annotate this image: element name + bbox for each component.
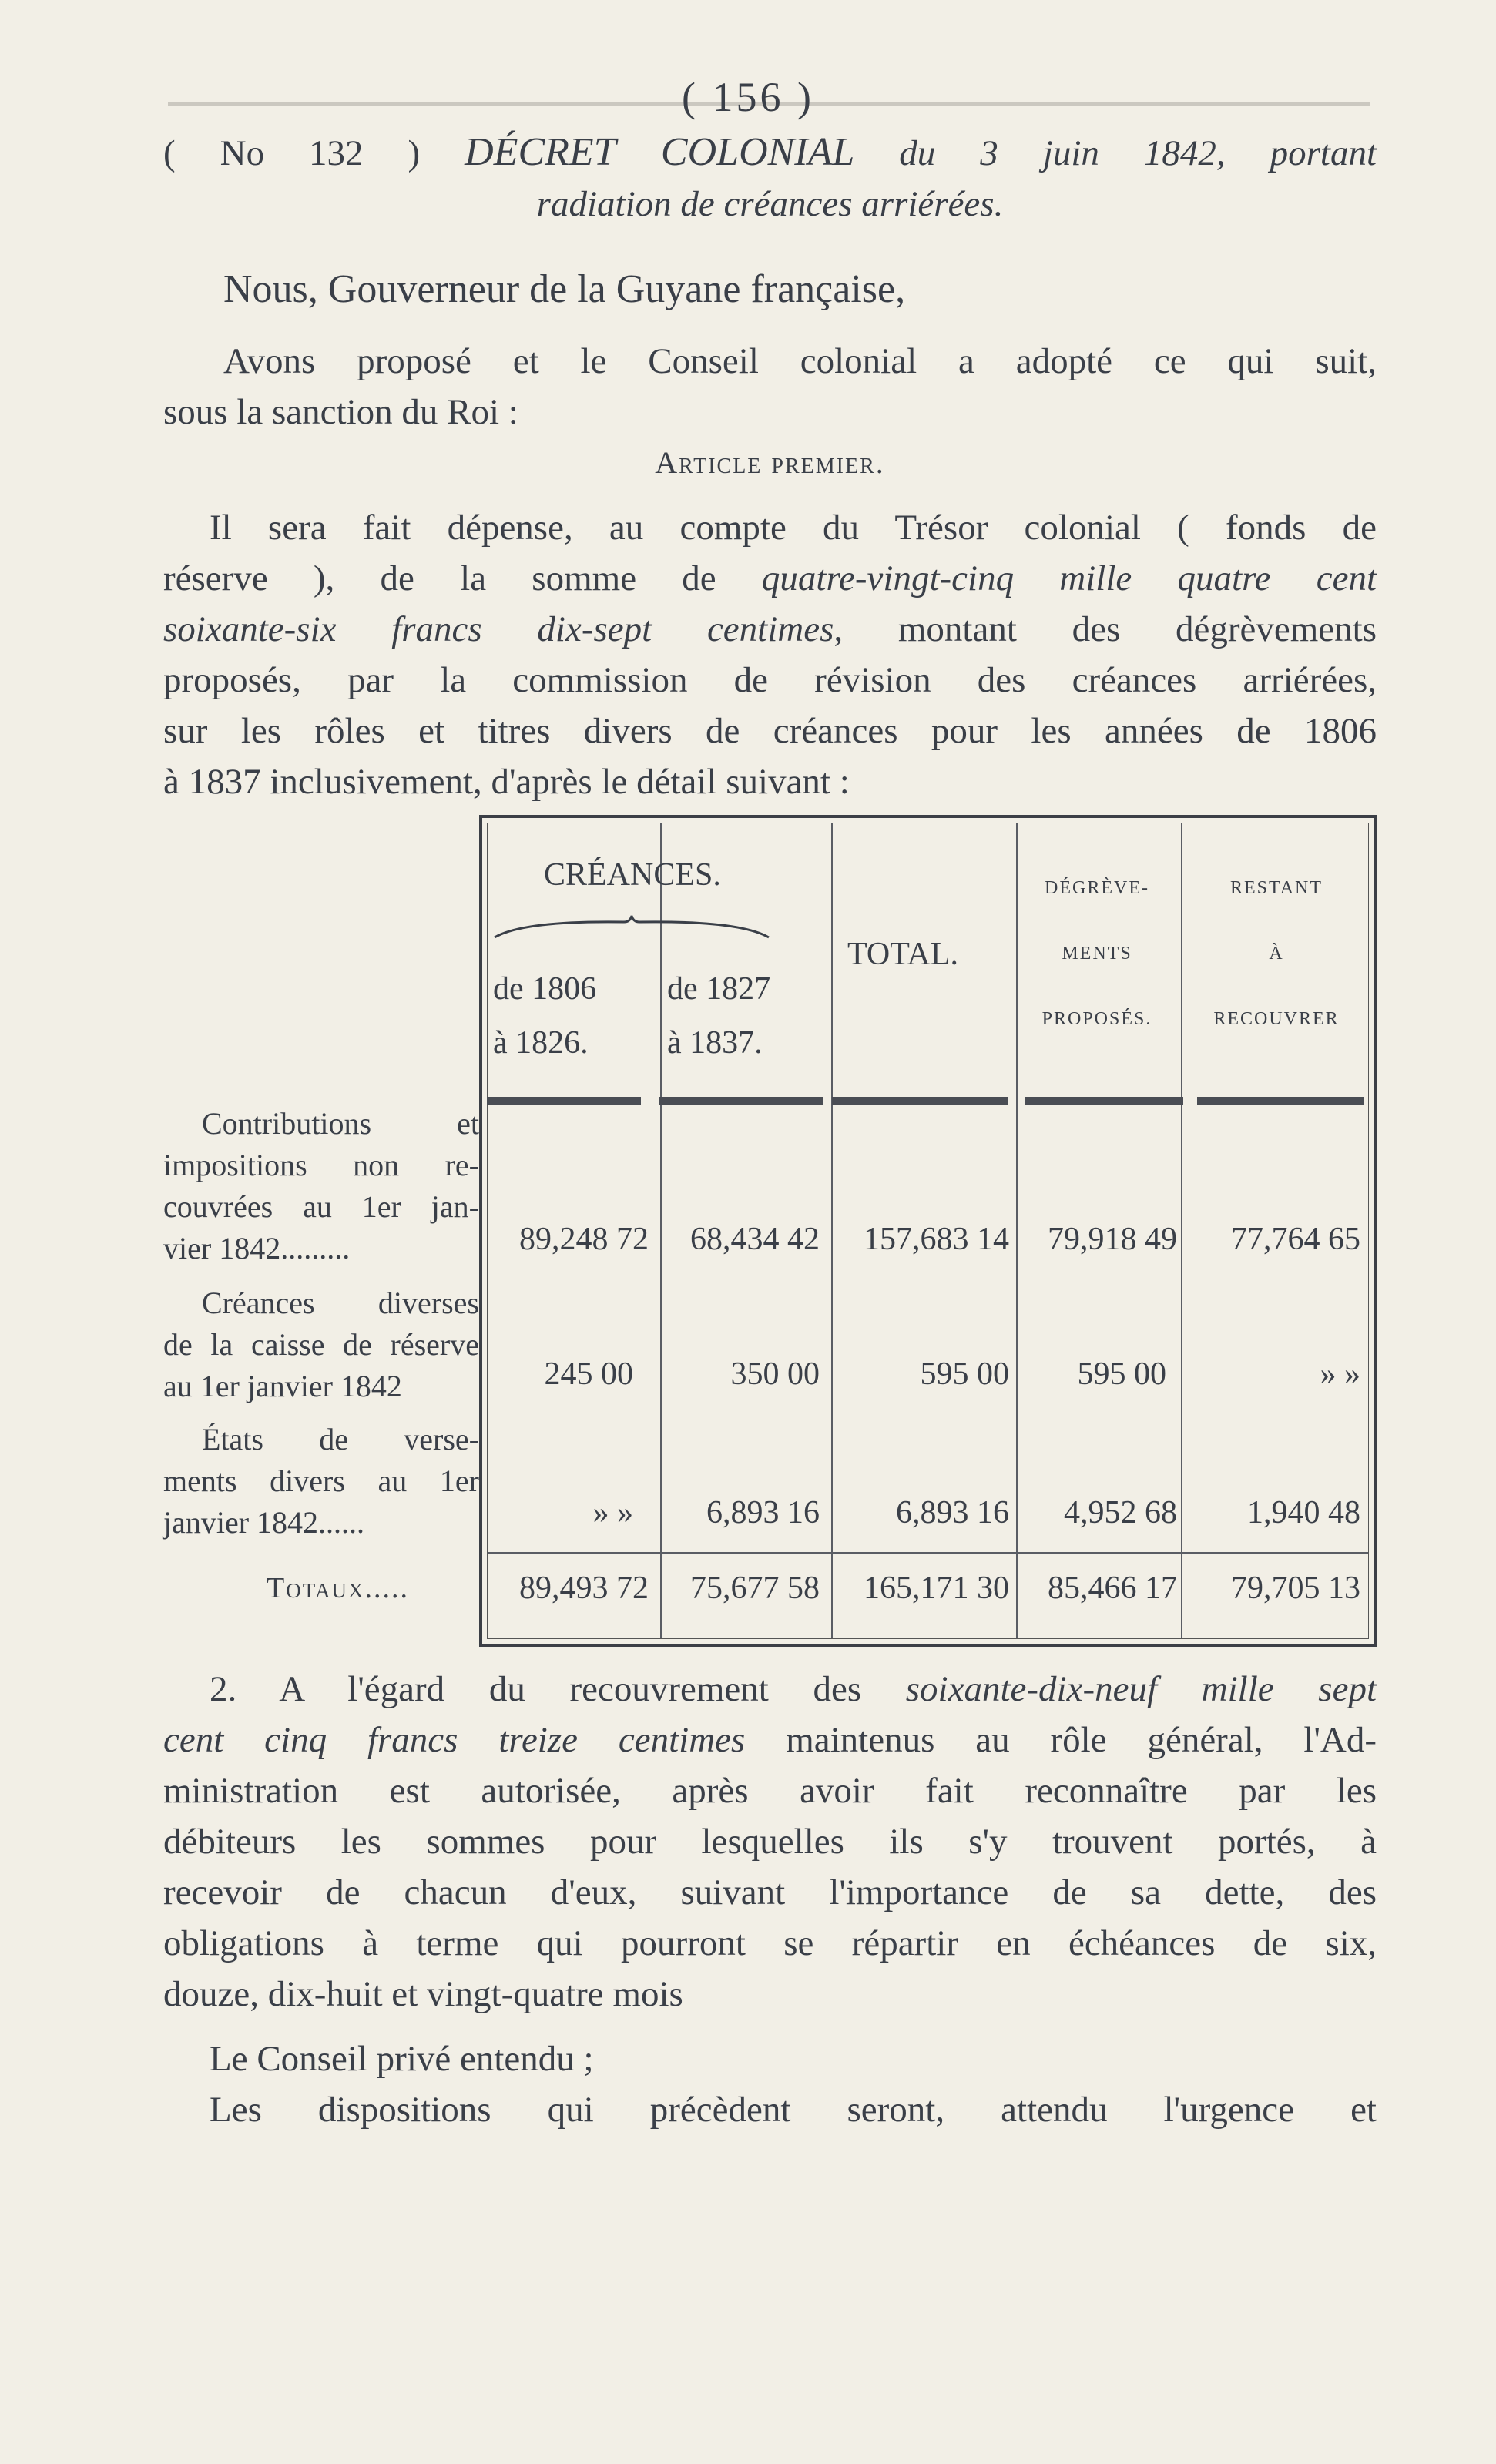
row1-label-l3: couvrées au 1er jan- (163, 1189, 479, 1224)
decree-heading (163, 127, 1377, 179)
row1-label (163, 1103, 479, 1269)
row3-c2: 6,893 16 (706, 1495, 820, 1530)
row1-label-l4: vier 1842......... (163, 1231, 351, 1266)
row2-degrev: 595 00 (1077, 1356, 1166, 1392)
row2-label (163, 1282, 479, 1407)
para2-line-5: recevoir de chacun d'eux, suivant l'importance de sa dette, des (163, 1872, 1377, 1913)
row3-degrev: 4,952 68 (1064, 1495, 1177, 1530)
totals-c1: 89,493 72 (519, 1571, 649, 1606)
para2-text-2: maintenus au rôle général, l'Ad- (745, 1720, 1377, 1760)
th-degrev-1: DÉGRÈVE- (1045, 878, 1149, 898)
th-col1-line2: à 1826. (493, 1025, 589, 1061)
para2-line-6: obligations à terme qui pourront se répartir en échéances de six, (163, 1923, 1377, 1963)
row1-restant: 77,764 65 (1231, 1222, 1360, 1257)
th-total: TOTAL. (847, 937, 959, 972)
row2-c1: 245 00 (544, 1356, 633, 1392)
para2-line-7: douze, dix-huit et vingt-quatre mois (163, 1974, 683, 2014)
row3-restant: 1,940 48 (1247, 1495, 1360, 1530)
para2-line-1 (163, 1664, 1377, 1715)
para1-line-1: Il sera fait dépense, au compte du Trésor colonial ( fonds de (210, 508, 1377, 548)
th-creances: CRÉANCES. (544, 857, 721, 893)
totals-rule (488, 1552, 1368, 1554)
article-heading: Article premier. (655, 445, 885, 480)
row1-label-l2: impositions non re- (163, 1148, 479, 1182)
th-col2-line2: à 1837. (667, 1025, 763, 1061)
para2-line-4: débiteurs les sommes pour lesquelles ils s'y trouvent portés, à (163, 1822, 1377, 1862)
para1-line-3 (163, 604, 1377, 655)
decree-subtitle: radiation de créances arriérées. (536, 184, 1004, 224)
row2-label-l3: au 1er janvier 1842 (163, 1369, 402, 1403)
para1-text: réserve ), de la somme de (163, 558, 762, 598)
header-rule-degrev (1025, 1097, 1183, 1105)
para2-line-3: ministration est autorisée, après avoir fait reconnaître par les (163, 1771, 1377, 1811)
para1-text-2: , montant des dégrèvements (834, 609, 1377, 649)
para2-line-2 (163, 1715, 1377, 1765)
intro-line-2: Avons proposé et le Conseil colonial a adopté ce qui suit, (223, 341, 1377, 381)
th-restant-1: RESTANT (1229, 878, 1323, 898)
row2-c2: 350 00 (730, 1356, 820, 1392)
para3: Le Conseil privé entendu ; (210, 2039, 594, 2079)
th-degrev-3: PROPOSÉS. (1041, 1009, 1152, 1029)
row3-c1: » » (592, 1495, 633, 1530)
row1-total: 157,683 14 (864, 1222, 1009, 1257)
th-col2-line1: de 1827 (667, 971, 771, 1007)
row2-total: 595 00 (920, 1356, 1009, 1392)
row2-label-l2: de la caisse de réserve (163, 1327, 479, 1362)
para1-amount-italic: quatre-vingt-cinq mille quatre cent (761, 558, 1377, 598)
intro-line-1: Nous, Gouverneur de la Guyane française, (223, 267, 906, 311)
totals-degrev: 85,466 17 (1048, 1571, 1177, 1606)
totals-c2: 75,677 58 (690, 1571, 820, 1606)
th-restant-2: À (1269, 944, 1284, 964)
row1-c2: 68,434 42 (690, 1222, 820, 1257)
para2-text: 2. A l'égard du recouvrement des (210, 1669, 906, 1709)
th-restant-3: RECOUVRER (1213, 1009, 1340, 1029)
creances-brace (493, 914, 770, 940)
th-degrev-2: MENTS (1062, 944, 1132, 964)
para1-amount-italic-2: soixante-six francs dix-sept centimes (163, 609, 834, 649)
col-divider-4 (1181, 823, 1182, 1638)
row1-label-l1: Contributions et (202, 1106, 479, 1141)
decree-date: 3 juin 1842 (980, 133, 1216, 173)
row3-label-l2: ments divers au 1er (163, 1463, 479, 1498)
para1-line-2 (163, 553, 1377, 604)
para1-line-6: à 1837 inclusivement, d'après le détail suivant : (163, 762, 850, 802)
th-col1-line1: de 1806 (493, 971, 597, 1007)
header-rule-total (832, 1097, 1008, 1105)
header-rule-restant (1197, 1097, 1364, 1105)
intro-line-3: sous la sanction du Roi : (163, 392, 518, 432)
decree-tail: , portant (1216, 133, 1377, 173)
row3-label-l1: États de verse- (202, 1422, 479, 1457)
para1-line-5: sur les rôles et titres divers de créances pour les années de 1806 (163, 711, 1377, 751)
decree-title: DÉCRET COLONIAL (465, 130, 855, 174)
para2-amount-italic-2: cent cinq francs treize centimes (163, 1720, 746, 1760)
row3-total: 6,893 16 (896, 1495, 1009, 1530)
row2-label-l1: Créances diverses (202, 1286, 479, 1320)
para2-amount-italic: soixante-dix-neuf mille sept (905, 1669, 1377, 1709)
totals-total: 165,171 30 (864, 1571, 1009, 1606)
decree-du: du (899, 133, 936, 173)
row1-degrev: 79,918 49 (1048, 1222, 1177, 1257)
decree-number: ( No 132 ) (163, 133, 421, 173)
page-number: ( 156 ) (682, 74, 814, 120)
row3-label-l3: janvier 1842...... (163, 1505, 365, 1540)
row2-restant: » » (1320, 1356, 1360, 1392)
totals-restant: 79,705 13 (1231, 1571, 1360, 1606)
para4: Les dispositions qui précèdent seront, attendu l'urgence et (210, 2090, 1377, 2130)
header-rule-col1 (487, 1097, 641, 1105)
header-rule-col2 (659, 1097, 823, 1105)
totals-label: Totaux..... (267, 1572, 410, 1604)
row3-label (163, 1419, 479, 1544)
para1-line-4: proposés, par la commission de révision des créances arriérées, (163, 660, 1377, 700)
row1-c1: 89,248 72 (519, 1222, 649, 1257)
